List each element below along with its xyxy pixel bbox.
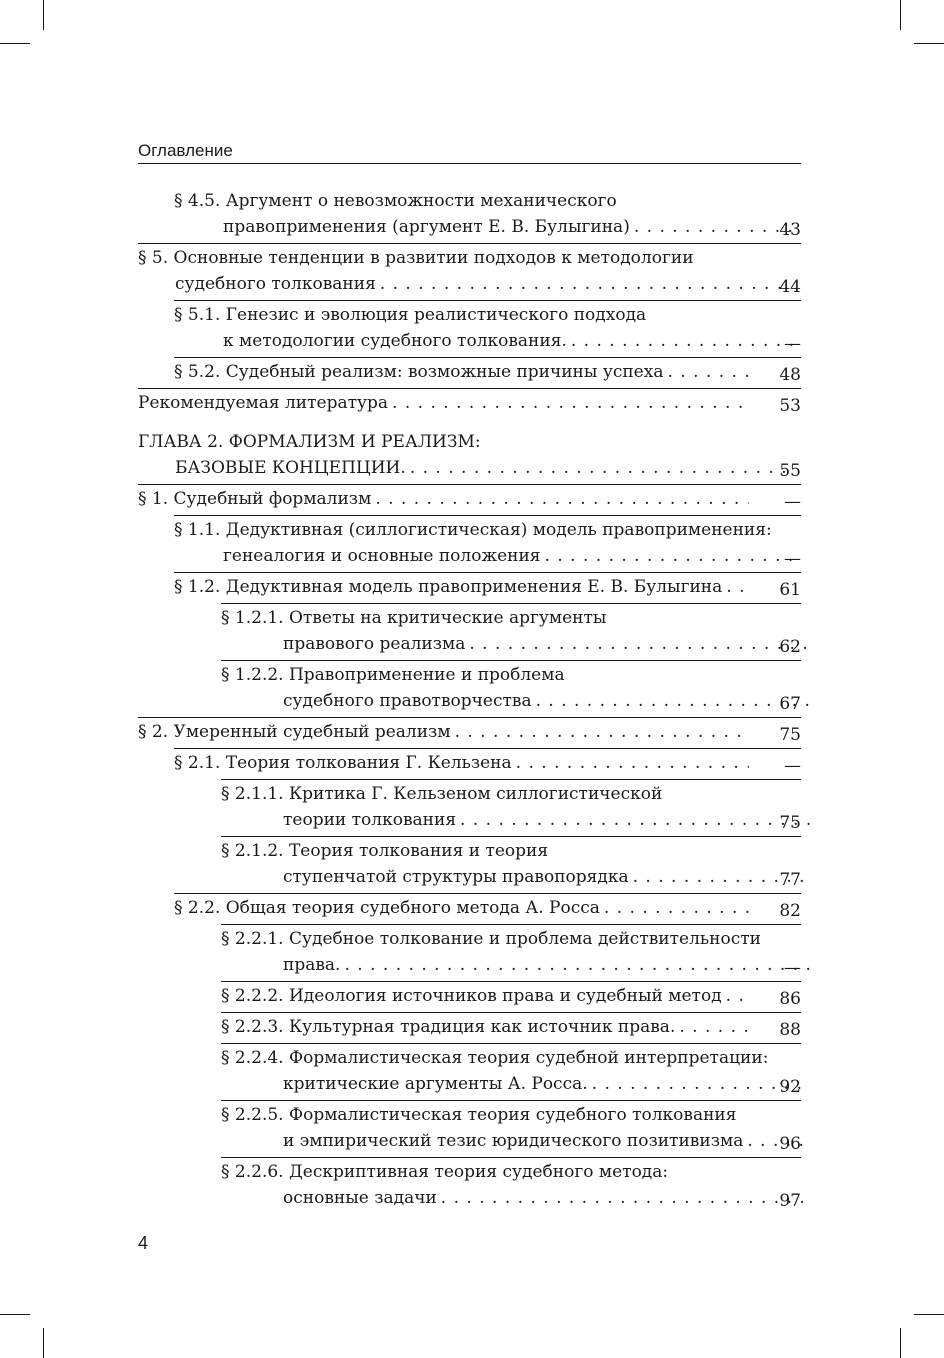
toc-entry-title: § 2.1. Теория толкования Г. Кельзена bbox=[174, 753, 512, 773]
leader-dots bbox=[469, 631, 811, 657]
toc-entry-title: § 2.2.4. Формалистическая теория судебной интерпретации: bbox=[221, 1048, 769, 1068]
toc-divider bbox=[221, 981, 801, 982]
toc-divider bbox=[174, 748, 801, 749]
toc-page-number: — bbox=[784, 958, 801, 978]
page-title: Оглавление bbox=[138, 141, 233, 160]
toc-entry[interactable] bbox=[138, 300, 801, 357]
toc-entry[interactable] bbox=[138, 572, 801, 603]
table-of-contents bbox=[138, 188, 801, 1214]
toc-divider bbox=[221, 924, 801, 925]
toc-entry-title-cont: генеалогия и основные положения bbox=[223, 546, 541, 566]
leader-dots bbox=[380, 271, 786, 297]
crop-mark bbox=[0, 1314, 30, 1315]
running-head bbox=[138, 141, 801, 164]
toc-entry-title-cont: правоприменения (аргумент Е. В. Булыгина) bbox=[223, 217, 630, 237]
toc-entry-title: § 2.2.2. Идеология источников права и судебный метод bbox=[221, 986, 722, 1006]
leader-dots bbox=[667, 359, 749, 385]
toc-entry-title: Рекомендуемая литература bbox=[138, 393, 389, 413]
toc-entry-title: § 4.5. Аргумент о невозможности механического bbox=[174, 191, 617, 211]
toc-page-number: 61 bbox=[779, 580, 801, 600]
toc-entry[interactable] bbox=[138, 603, 801, 660]
leader-dots bbox=[604, 895, 749, 921]
leader-dots bbox=[460, 807, 811, 833]
toc-entry-title-cont: критические аргументы А. Росса. bbox=[283, 1074, 588, 1094]
toc-entry[interactable] bbox=[138, 1012, 801, 1043]
toc-entry-title: § 2.2.3. Культурная традиция как источник права. bbox=[221, 1017, 676, 1037]
toc-page-number: 48 bbox=[779, 365, 801, 385]
toc-entry-title: § 1. Судебный формализм bbox=[138, 489, 372, 509]
leader-dots bbox=[516, 750, 749, 776]
toc-divider bbox=[138, 243, 801, 244]
toc-entry-title: § 1.2.1. Ответы на критические аргументы bbox=[221, 608, 607, 628]
toc-entry-title: § 2.2.1. Судебное толкование и проблема действительности bbox=[221, 929, 761, 949]
toc-divider bbox=[221, 836, 801, 837]
toc-page-number: 44 bbox=[779, 277, 801, 297]
toc-entry-title-cont: ступенчатой структуры правопорядка bbox=[283, 867, 629, 887]
crop-mark bbox=[900, 0, 901, 30]
toc-entry[interactable] bbox=[138, 188, 801, 243]
leader-dots bbox=[410, 455, 786, 481]
toc-entry-title: § 5. Основные тенденции в развитии подходов к методологии bbox=[138, 248, 694, 268]
toc-divider bbox=[138, 717, 801, 718]
toc-page-number: 86 bbox=[779, 989, 801, 1009]
toc-entry-title: § 2.1.1. Критика Г. Кельзеном силлогистической bbox=[221, 784, 663, 804]
toc-entry[interactable] bbox=[138, 1157, 801, 1214]
toc-page-number: — bbox=[784, 549, 801, 569]
toc-divider bbox=[138, 484, 801, 485]
toc-entry-title-cont: правового реализма bbox=[283, 634, 466, 654]
crop-mark bbox=[0, 43, 30, 44]
toc-divider bbox=[221, 1012, 801, 1013]
toc-divider bbox=[174, 357, 801, 358]
toc-entry-title-cont: к методологии судебного толкования. bbox=[223, 331, 567, 351]
leader-dots bbox=[441, 1185, 811, 1211]
toc-entry[interactable] bbox=[138, 717, 801, 748]
toc-entry-title: § 5.2. Судебный реализм: возможные причины успеха bbox=[174, 362, 664, 382]
toc-entry-title-cont: и эмпирический тезис юридического позитивизма bbox=[283, 1131, 744, 1151]
toc-divider bbox=[221, 660, 801, 661]
toc-divider bbox=[174, 515, 801, 516]
toc-entry[interactable] bbox=[138, 924, 801, 981]
toc-entry[interactable] bbox=[138, 981, 801, 1012]
toc-entry-title-cont: теории толкования bbox=[283, 810, 457, 830]
toc-entry-title-cont: права. bbox=[283, 955, 341, 975]
toc-page-number: 82 bbox=[779, 901, 801, 921]
toc-entry-title: ГЛАВА 2. ФОРМАЛИЗМ И РЕАЛИЗМ: bbox=[138, 432, 481, 452]
toc-entry-title: § 1.2.2. Правоприменение и проблема bbox=[221, 665, 565, 685]
leader-dots bbox=[375, 486, 749, 512]
crop-mark bbox=[43, 1328, 44, 1358]
toc-entry[interactable] bbox=[138, 243, 801, 300]
toc-page-number: 92 bbox=[779, 1077, 801, 1097]
toc-entry[interactable] bbox=[138, 660, 801, 717]
toc-page-number: 67 bbox=[779, 694, 801, 714]
toc-entry[interactable] bbox=[138, 893, 801, 924]
leader-dots bbox=[455, 719, 749, 745]
toc-entry-title: § 2.2. Общая теория судебного метода А. Росса bbox=[174, 898, 600, 918]
toc-entry[interactable] bbox=[138, 427, 801, 484]
toc-entry[interactable] bbox=[138, 836, 801, 893]
toc-page-number: — bbox=[784, 756, 801, 776]
crop-mark bbox=[900, 1328, 901, 1358]
toc-entry-title: § 2.1.2. Теория толкования и теория bbox=[221, 841, 549, 861]
toc-entry-title: § 1.2. Дедуктивная модель правоприменения Е. В. Булыгина bbox=[174, 577, 723, 597]
toc-entry-title: § 5.1. Генезис и эволюция реалистического подхода bbox=[174, 305, 647, 325]
toc-divider bbox=[138, 388, 801, 389]
toc-entry-title: § 1.1. Дедуктивная (силлогистическая) модель правоприменения: bbox=[174, 520, 772, 540]
toc-divider bbox=[221, 1100, 801, 1101]
toc-page-number: 96 bbox=[779, 1134, 801, 1154]
toc-entry[interactable] bbox=[138, 779, 801, 836]
toc-entry-title: § 2.2.6. Дескриптивная теория судебного метода: bbox=[221, 1162, 669, 1182]
toc-entry-title-cont: судебного правотворчества bbox=[283, 691, 532, 711]
crop-mark bbox=[914, 1314, 944, 1315]
toc-page-number: — bbox=[784, 492, 801, 512]
toc-divider bbox=[174, 893, 801, 894]
leader-dots bbox=[392, 390, 749, 416]
toc-divider bbox=[221, 779, 801, 780]
toc-page-number: 77 bbox=[779, 870, 801, 890]
toc-divider bbox=[174, 572, 801, 573]
leader-dots bbox=[679, 1014, 749, 1040]
toc-entry-title-cont: основные задачи bbox=[283, 1188, 437, 1208]
crop-mark bbox=[914, 43, 944, 44]
toc-entry-title-cont: судебного толкования bbox=[175, 274, 376, 294]
toc-entry[interactable] bbox=[138, 515, 801, 572]
toc-divider bbox=[221, 1043, 801, 1044]
toc-entry[interactable] bbox=[138, 357, 801, 388]
page-number: 4 bbox=[138, 1233, 149, 1253]
toc-divider bbox=[174, 300, 801, 301]
toc-entry[interactable] bbox=[138, 1100, 801, 1157]
leader-dots bbox=[545, 543, 798, 569]
toc-entry[interactable] bbox=[138, 484, 801, 515]
toc-divider bbox=[221, 603, 801, 604]
toc-entry-title: § 2.2.5. Формалистическая теория судебного толкования bbox=[221, 1105, 737, 1125]
toc-divider bbox=[221, 1157, 801, 1158]
crop-mark bbox=[43, 0, 44, 30]
leader-dots bbox=[726, 574, 749, 600]
toc-entry[interactable] bbox=[138, 748, 801, 779]
toc-entry[interactable] bbox=[138, 1043, 801, 1100]
toc-entry-title-cont: БАЗОВЫЕ КОНЦЕПЦИИ. bbox=[175, 458, 406, 478]
toc-entry[interactable] bbox=[138, 388, 801, 419]
toc-page-number: 43 bbox=[779, 220, 801, 240]
toc-page-number: 75 bbox=[779, 725, 801, 745]
toc-page-number: 97 bbox=[779, 1191, 801, 1211]
toc-page-number: 62 bbox=[779, 637, 801, 657]
leader-dots bbox=[726, 983, 749, 1009]
toc-page-number: 53 bbox=[779, 396, 801, 416]
toc-page-number: 55 bbox=[779, 461, 801, 481]
toc-page-number: — bbox=[784, 334, 801, 354]
leader-dots bbox=[344, 952, 811, 978]
toc-entry-title: § 2. Умеренный судебный реализм bbox=[138, 722, 451, 742]
toc-page-number: 88 bbox=[779, 1020, 801, 1040]
toc-page-number: 75 bbox=[779, 813, 801, 833]
